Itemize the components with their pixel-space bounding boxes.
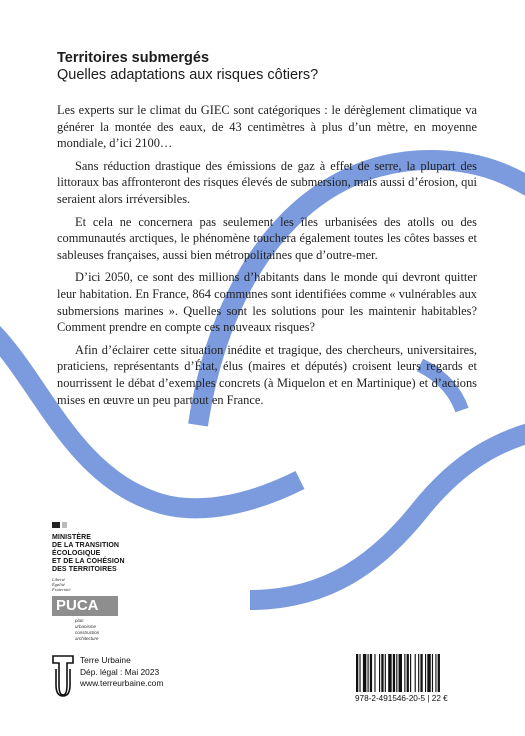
- barcode-block: [355, 654, 473, 703]
- terre-urbaine-logo-icon: [52, 655, 74, 697]
- publisher-name: Terre Urbaine: [80, 655, 131, 665]
- price: 22 €: [431, 694, 448, 703]
- ministry-logo: [52, 520, 172, 592]
- isbn-price-line: [355, 694, 473, 703]
- puca-subtitle: plan urbanisme construction architecture: [75, 618, 100, 641]
- puca-wordmark: PUCA: [52, 596, 118, 616]
- barcode-icon: [355, 654, 473, 692]
- separator: |: [427, 694, 432, 703]
- paragraph-1: Les experts sur le climat du GIEC sont catégoriques : le dérèglement climatique va générer la montée des eaux, de 43 centimètres à plus d’un mètre, en moyenne mondiale, d’ici 2100…: [57, 103, 477, 151]
- book-title: Territoires submergés: [57, 50, 210, 66]
- book-subtitle: Quelles adaptations aux risques côtiers?: [57, 67, 319, 83]
- publisher-website: www.terreurbaine.com: [80, 678, 164, 688]
- paragraph-4: D’ici 2050, ce sont des millions d’habitants dans le monde qui devront quitter leur habitation. En France, 864 communes sont identifiées comme « vulnérables aux submersions marines ». Quelles sont les solutions pour les maintenir habitables? Comment prendre en compte ces nouveaux risques?: [57, 270, 477, 335]
- isbn: 978-2-491546-20-5: [355, 694, 426, 703]
- ministry-name: MINISTÈRE DE LA TRANSITION ÉCOLOGIQUE ET DE LA COHÉSION DES TERRITOIRES: [52, 534, 125, 573]
- publisher-block: [52, 655, 163, 697]
- ministry-motto: Liberté Égalité Fraternité: [52, 577, 71, 592]
- paragraph-5: Afin d’éclairer cette situation inédite et tragique, des chercheurs, universitaires, praticiens, représentants d’État, élus (maires et députés) croisent leurs regards et nourrissent le débat d’exemples concrets (à Miquelon et en Martinique) et d’actions mises en œuvre un peu partout en France.: [57, 342, 477, 407]
- legal-deposit: Dép. légal : Mai 2023: [80, 666, 160, 677]
- puca-logo: [52, 596, 118, 642]
- paragraph-2: Sans réduction drastique des émissions de gaz à effet de serre, la plupart des littoraux bas affronteront des risques élevés de submersion, mais aussi d’érosion, qui seraient alors irréversibles.: [57, 158, 477, 206]
- back-cover-text: [57, 50, 477, 414]
- marianne-icon: [52, 520, 172, 530]
- paragraph-3: Et cela ne concernera pas seulement les îles urbanisées des atolls ou des communautés arctiques, le phénomène touchera également toutes les côtes basses et sableuses françaises, aussi bien métropolitaines que d’outre-mer.: [57, 214, 477, 262]
- wave-band-right: [250, 430, 525, 600]
